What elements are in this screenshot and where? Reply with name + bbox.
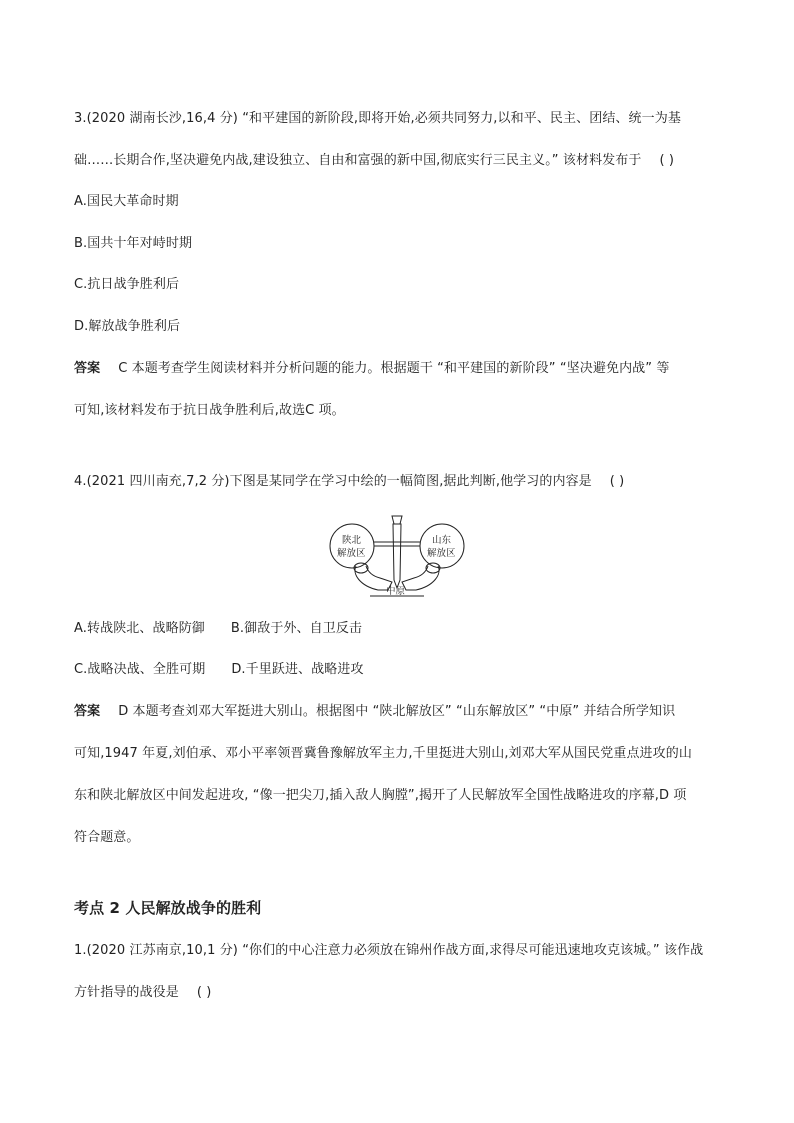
left-label-line-1: 陕北: [342, 535, 362, 546]
bottom-label: 中原: [386, 586, 406, 597]
q4-answer-line-2: 可知,1947 年夏,刘伯承、邓小平率领晋冀鲁豫解放军主力,千里挺进大别山,刘邓大军从国民党重点进攻的山: [74, 746, 692, 761]
q5-stem-line-1: 1.(2020 江苏南京,10,1 分) “你们的中心注意力必须放在锦州作战方面,求得尽可能迅速地攻克该城。” 该作战: [74, 943, 704, 958]
q4-options-row-2: [74, 661, 364, 679]
q3-option-a: A.国民大革命时期: [74, 194, 179, 209]
q4-option-d: D.千里跃进、战略进攻: [231, 662, 364, 677]
answer-label: 答案: [74, 361, 101, 376]
answer-label: 答案: [74, 704, 101, 719]
q3-answer-line-1: [74, 360, 669, 378]
q3-answer-line-2: 可知,该材料发布于抗日战争胜利后,故选C 项。: [74, 403, 345, 418]
sword-blade: [393, 524, 401, 588]
q4-stem-text: 4.(2021 四川南充,7,2 分)下图是某同学在学习中绘的一幅简图,据此判断,他学习的内容是: [74, 474, 592, 489]
answer-bracket: ( ): [609, 474, 625, 489]
q4-option-b: B.御敌于外、自卫反击: [230, 621, 363, 636]
q5-stem-line-2: [74, 984, 211, 1002]
answer-bracket: ( ): [659, 153, 675, 168]
q3-option-b: B.国共十年对峙时期: [74, 236, 193, 251]
q3-stem-line-2: [74, 152, 674, 170]
q3-option-d: D.解放战争胜利后: [74, 319, 181, 334]
right-arm: [402, 566, 439, 590]
q3-stem-text: 础……长期合作,坚决避免内战,建设独立、自由和富强的新中国,彻底实行三民主义。” 该材料发布于: [74, 153, 642, 168]
q3-option-c: C.抗日战争胜利后: [74, 277, 180, 292]
q4-option-a: A.转战陕北、战略防御: [74, 621, 205, 636]
q3-stem-line-1: 3.(2020 湖南长沙,16,4 分) “和平建国的新阶段,即将开始,必须共同努力,以和平、民主、团结、统一为基: [74, 111, 681, 126]
q4-stem: [74, 473, 624, 491]
q4-option-c: C.战略决战、全胜可期: [74, 662, 206, 677]
q4-answer-line-4: 符合题意。: [74, 830, 140, 845]
right-label-line-1: 山东: [432, 535, 452, 546]
strategic-map-figure: [326, 512, 476, 602]
right-region-circle: [420, 524, 464, 568]
q5-stem-text: 方针指导的战役是: [74, 985, 179, 1000]
left-label-line-2: 解放区: [337, 548, 366, 559]
right-label-line-2: 解放区: [427, 548, 456, 559]
q3-answer-text: C 本题考查学生阅读材料并分析问题的能力。根据题干 “和平建国的新阶段” “坚决避免内战” 等: [118, 361, 670, 376]
q4-answer-line-3: 东和陕北解放区中间发起进攻, “像一把尖刀,插入敌人胸膛”,揭开了人民解放军全国性战略进攻的序幕,D 项: [74, 788, 687, 803]
q4-answer-line-1: [74, 703, 675, 721]
q4-answer-text: D 本题考查刘邓大军挺进大别山。根据图中 “陕北解放区” “山东解放区” “中原” 并结合所学知识: [118, 704, 676, 719]
sword-handle: [392, 516, 402, 524]
section-heading: 考点 2 人民解放战争的胜利: [74, 899, 262, 917]
answer-bracket: ( ): [196, 985, 212, 1000]
q4-options-row-1: [74, 620, 362, 638]
left-region-circle: [330, 524, 374, 568]
